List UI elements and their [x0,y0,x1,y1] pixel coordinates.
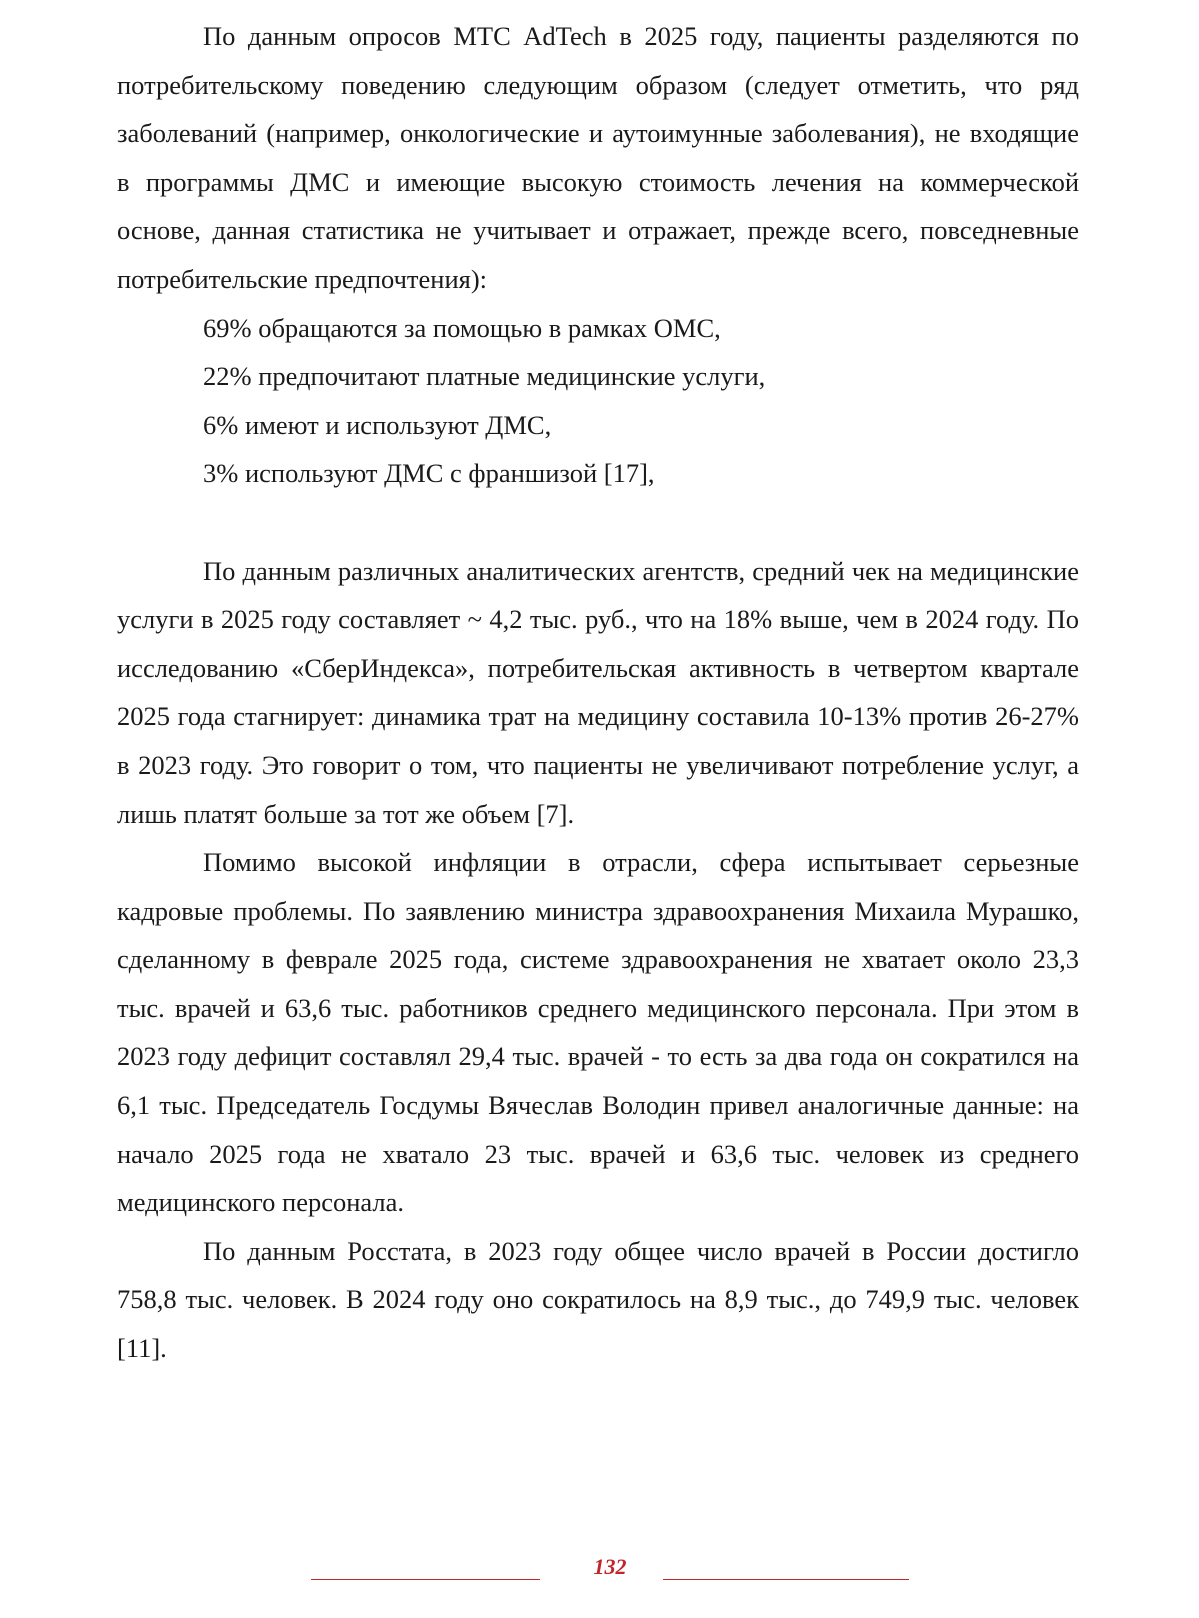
page-number: 132 [593,1554,627,1579]
list-item-oms: 69% обращаются за помощью в рамках ОМС, [203,312,721,343]
blank-line [117,498,1079,547]
paragraph-staff-shortage: Помимо высокой инфляции в отрасли, сфера испытывает серьезные кадровые проблемы. По заявлению министра здравоохранения Михаила Мурашко, сделанному в феврале 2025 года, системе здравоохранения не хватает около 23,3 тыс. врачей и 63,6 тыс. работников среднего медицинского персонала. При этом в 2023 году дефицит составлял 29,4 тыс. врачей - то есть за два года он сократился на 6,1 тыс. Председатель Госдумы Вячеслав Володин привел аналогичные данные: на начало 2025 года не хватало 23 тыс. врачей и 63,6 тыс. человек из среднего медицинского персонала. [117,847,1079,1218]
document-page [117,12,1079,1373]
page-footer [0,1554,1199,1594]
list-item-dms-franchise: 3% используют ДМС с франшизой [17], [203,458,655,489]
list-item-paid-services: 22% предпочитают платные медицинские услуги, [203,361,766,392]
list-item-dms: 6% имеют и используют ДМС, [203,409,552,440]
paragraph-survey-intro: По данным опросов МТС AdTech в 2025 году, пациенты разделяются по потребительскому поведению следующим образом (следует отметить, что ряд заболеваний (например, онкологические и аутоимунные заболевания), не входящие в программы ДМС и имеющие высокую стоимость лечения на коммерческой основе, данная статистика не учитывает и отражает, прежде всего, повседневные потребительские предпочтения): [117,21,1079,294]
footer-rule-right [663,1579,909,1580]
paragraph-rosstat: По данным Росстата, в 2023 году общее число врачей в России достигло 758,8 тыс. человек. В 2024 году оно сократилось на 8,9 тыс., до 749,9 тыс. человек [11]. [117,1235,1079,1364]
footer-rule-left [311,1579,540,1580]
paragraph-average-check: По данным различных аналитических агентств, средний чек на медицинские услуги в 2025 году составляет ~ 4,2 тыс. руб., что на 18% выше, чем в 2024 году. По исследованию «СберИндекса», потребительская активность в четвертом квартале 2025 года стагнирует: динамика трат на медицину составила 10-13% против 26-27% в 2023 году. Это говорит о том, что пациенты не увеличивают потребление услуг, а лишь платят больше за тот же объем [7]. [117,555,1079,829]
